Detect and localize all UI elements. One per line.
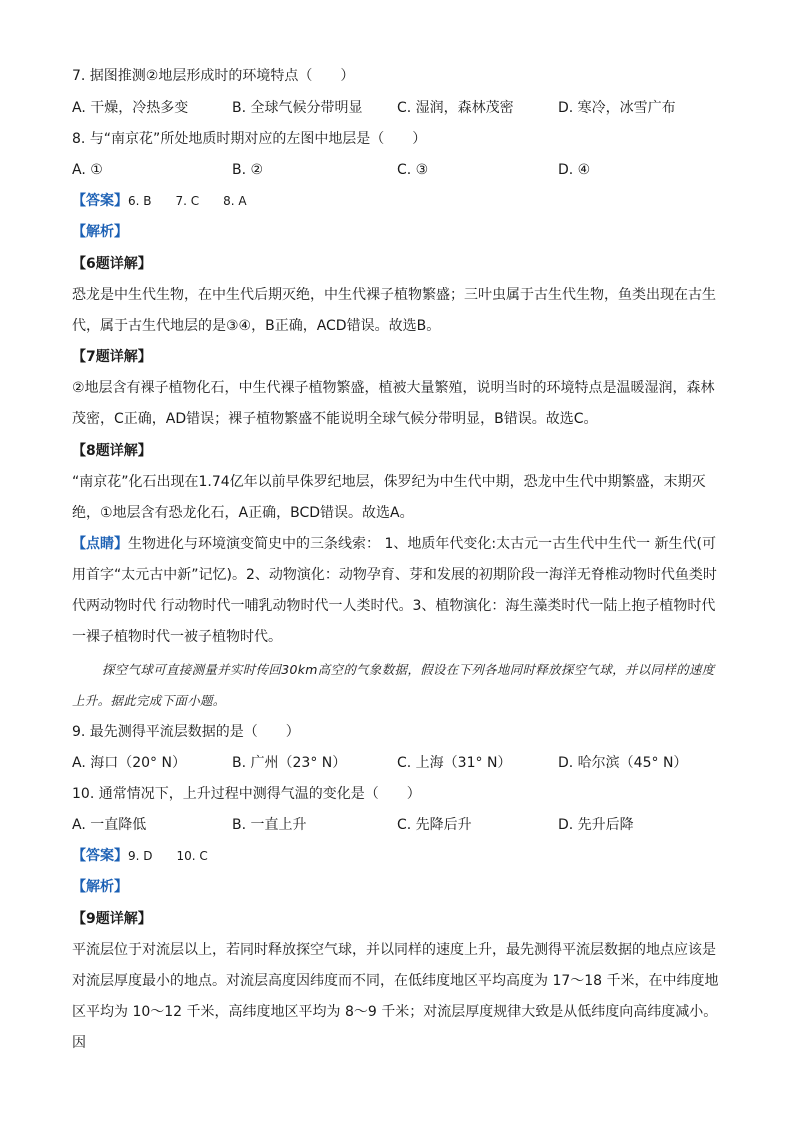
question-9-stem: 9. 最先测得平流层数据的是（ ）: [72, 724, 300, 740]
question-8-stem: 8. 与“南京花”所处地质时期对应的左图中地层是（ ）: [72, 131, 427, 147]
q9-option-a: A. 海口（20° N）: [72, 755, 186, 771]
analysis-label: 【解析】: [72, 224, 128, 240]
q8-option-d: D. ④: [558, 162, 591, 178]
question-10-stem: 10. 通常情况下，上升过程中测得气温的变化是（ ）: [72, 786, 421, 802]
answer-tag-2: 【答案】: [72, 848, 128, 864]
q7-option-a: A. 干燥，冷热多变: [72, 100, 189, 116]
answer-text-2: 9. D 10. C: [128, 849, 208, 863]
q8-option-a: A. ①: [72, 162, 103, 178]
detail-7-text: ②地层含有裸子植物化石，中生代裸子植物繁盛，植被大量繁殖，说明当时的环境特点是温暖湿润，森林茂密，C正确，AD错误；裸子植物繁盛不能说明全球气候分带明显，B错误。故选C。: [72, 380, 715, 427]
detail-8-title: 【8题详解】: [72, 443, 152, 459]
q7-option-b: B. 全球气候分带明显: [232, 100, 363, 116]
detail-9-title: 【9题详解】: [72, 911, 152, 927]
q8-option-c: C. ③: [397, 162, 429, 178]
dianjing-block: [72, 529, 722, 653]
dianjing-text: 生物进化与环境演变简史中的三条线索： 1、地质年代变化:太古元一古生代中生代一 新生代(可用首字“太元古中新”记忆)。2、动物演化：动物孕育、芽和发展的初期阶段一海洋无脊椎动物时代鱼类时代两动物时代 行动物时代一哺乳动物时代一人类时代。3、植物演化：海生藻类时代一陆上抱子植物时代一裸子植物时代一被子植物时代。: [72, 536, 717, 645]
question-7-stem: 7. 据图推测②地层形成时的环境特点（ ）: [72, 68, 355, 84]
q10-option-d: D. 先升后降: [558, 817, 634, 833]
q10-option-b: B. 一直上升: [232, 817, 307, 833]
answer-text: 6. B 7. C 8. A: [128, 194, 247, 208]
detail-7-title: 【7题详解】: [72, 349, 152, 365]
q10-option-a: A. 一直降低: [72, 817, 147, 833]
detail-8-text: “南京花”化石出现在1.74亿年以前早侏罗纪地层，侏罗纪为中生代中期，恐龙中生代中期繁盛，末期灭绝，①地层含有恐龙化石，A正确，BCD错误。故选A。: [72, 474, 706, 521]
dianjing-tag: 【点睛】: [72, 536, 128, 552]
answer-block-1: [72, 191, 247, 211]
q9-option-c: C. 上海（31° N）: [397, 755, 512, 771]
detail-9-text: 平流层位于对流层以上，若同时释放探空气球，并以同样的速度上升，最先测得平流层数据的地点应该是对流层厚度最小的地点。对流层高度因纬度而不同，在低纬度地区平均高度为 17～18 千米，在中纬度地区平均为 10～12 千米，高纬度地区平均为 8～9 千米；对流层厚度规律大致是从低纬度向高纬度减小。因: [72, 942, 719, 1051]
q7-option-d: D. 寒冷，冰雪广布: [558, 100, 676, 116]
analysis-label-2: 【解析】: [72, 879, 128, 895]
q9-option-d: D. 哈尔滨（45° N）: [558, 755, 688, 771]
detail-6-text: 恐龙是中生代生物，在中生代后期灭绝，中生代裸子植物繁盛；三叶虫属于古生代生物，鱼类出现在古生代，属于古生代地层的是③④，B正确，ACD错误。故选B。: [72, 287, 716, 334]
q7-option-c: C. 湿润，森林茂密: [397, 100, 514, 116]
q9-option-b: B. 广州（23° N）: [232, 755, 347, 771]
material-intro: 探空气球可直接测量并实时传回30km高空的气象数据，假设在下列各地同时释放探空气球，并以同样的速度上升。据此完成下面小题。: [72, 662, 715, 708]
detail-6-title: 【6题详解】: [72, 256, 152, 272]
answer-block-2: [72, 846, 208, 866]
answer-tag: 【答案】: [72, 193, 128, 209]
q8-option-b: B. ②: [232, 162, 264, 178]
q10-option-c: C. 先降后升: [397, 817, 472, 833]
